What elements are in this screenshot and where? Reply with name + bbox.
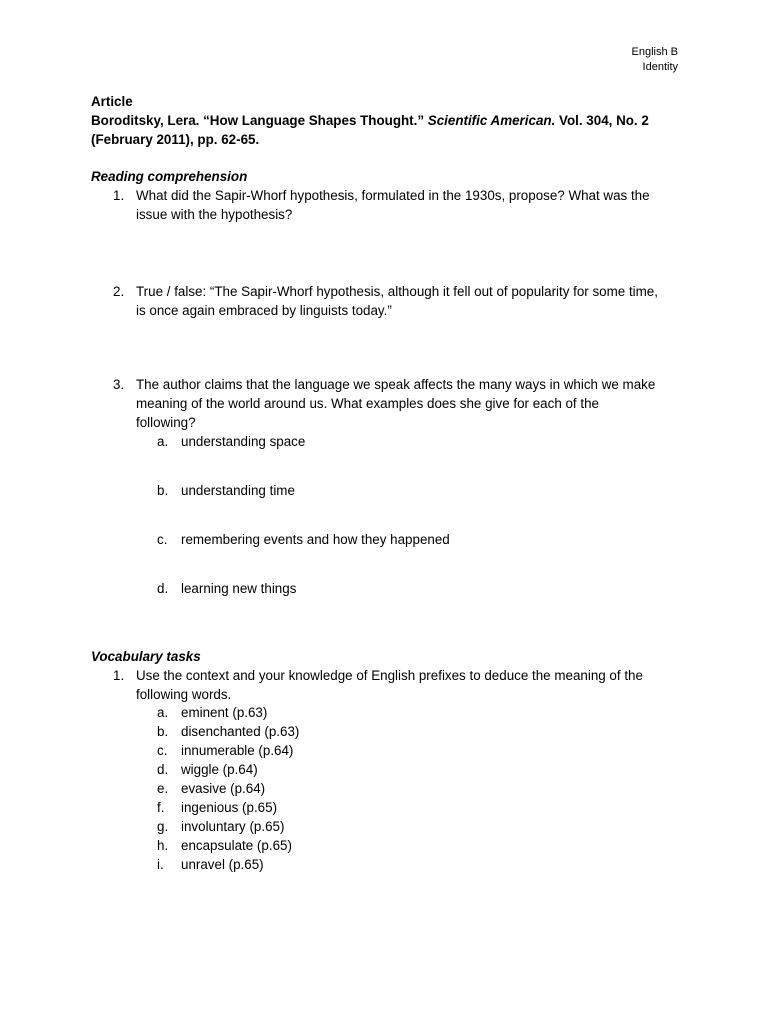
vocab-word-letter: g. — [157, 819, 169, 834]
vocabulary-heading: Vocabulary tasks — [91, 649, 201, 664]
reading-q3-line: The author claims that the language we speak affects the many ways in which we make — [136, 377, 656, 392]
reading-q1-text — [136, 186, 696, 224]
header-unit: Identity — [642, 61, 678, 73]
citation-authors-title: Boroditsky, Lera. “How Language Shapes Thought.” — [91, 113, 428, 128]
reading-q2-number: 2. — [113, 284, 125, 299]
reading-q2-line: True / false: “The Sapir-Whorf hypothesis, although it fell out of popularity for some time, — [136, 284, 658, 299]
vocab-word-letter: d. — [157, 762, 169, 777]
vocab-word: innumerable (p.64) — [181, 743, 294, 758]
vocab-word-letter: i. — [157, 857, 164, 872]
article-heading: Article — [91, 94, 133, 109]
vocab-word-letter: e. — [157, 781, 169, 796]
page-header — [632, 45, 678, 75]
reading-q3-text — [136, 375, 696, 432]
reading-q2-text — [136, 282, 696, 320]
reading-q3-sub-text: understanding time — [181, 483, 295, 498]
reading-q2-line: is once again embraced by linguists today.” — [136, 303, 392, 318]
citation-journal: Scientific American. — [427, 113, 556, 128]
vocab-word-letter: h. — [157, 838, 169, 853]
vocab-q1-line: following words. — [136, 687, 232, 702]
vocab-word: eminent (p.63) — [181, 705, 268, 720]
reading-q3-sub-letter: a. — [157, 434, 169, 449]
vocab-q1-line: Use the context and your knowledge of English prefixes to deduce the meaning of the — [136, 668, 643, 683]
reading-q3-sub-text: learning new things — [181, 581, 297, 596]
vocab-word: disenchanted (p.63) — [181, 724, 300, 739]
citation-volume: Vol. 304, No. 2 — [555, 113, 649, 128]
citation-line-2: (February 2011), pp. 62-65. — [91, 132, 260, 147]
vocab-word: involuntary (p.65) — [181, 819, 285, 834]
reading-q3-sub-text: understanding space — [181, 434, 306, 449]
reading-q1-number: 1. — [113, 188, 125, 203]
reading-heading: Reading comprehension — [91, 169, 248, 184]
vocab-word-letter: c. — [157, 743, 168, 758]
vocab-word: ingenious (p.65) — [181, 800, 278, 815]
vocab-q1-text — [136, 666, 696, 704]
header-course: English B — [631, 46, 678, 58]
vocab-word-letter: b. — [157, 724, 169, 739]
reading-q3-sub-text: remembering events and how they happened — [181, 532, 450, 547]
reading-q3-number: 3. — [113, 377, 125, 392]
vocab-word-letter: a. — [157, 705, 169, 720]
vocab-word: wiggle (p.64) — [181, 762, 258, 777]
reading-q3-sub-letter: d. — [157, 581, 169, 596]
vocab-word: unravel (p.65) — [181, 857, 264, 872]
reading-q3-line: following? — [136, 415, 196, 430]
citation-line-1 — [91, 111, 649, 130]
reading-q3-sub-letter: c. — [157, 532, 168, 547]
reading-q3-line: meaning of the world around us. What examples does she give for each of the — [136, 396, 599, 411]
reading-q1-line: issue with the hypothesis? — [136, 207, 293, 222]
vocab-word-letter: f. — [157, 800, 165, 815]
vocab-q1-number: 1. — [113, 668, 125, 683]
vocab-word: encapsulate (p.65) — [181, 838, 292, 853]
reading-q3-sub-letter: b. — [157, 483, 169, 498]
vocab-word: evasive (p.64) — [181, 781, 266, 796]
reading-q1-line: What did the Sapir-Whorf hypothesis, formulated in the 1930s, propose? What was the — [136, 188, 650, 203]
